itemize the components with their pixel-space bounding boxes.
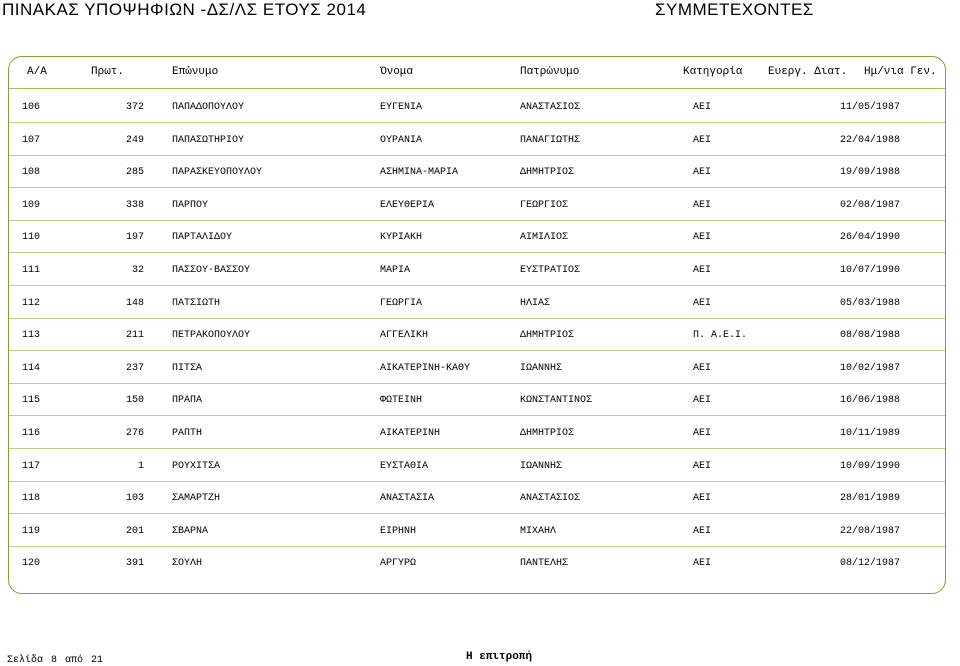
cell-father: ΕΥΣΤΡΑΤΙΟΣ	[520, 265, 581, 276]
cell-birthdate: 16/06/1988	[839, 395, 900, 407]
cell-category: ΑΕΙ	[693, 102, 712, 113]
row-divider	[9, 546, 945, 547]
cell-surname: ΠΑΡΑΣΚΕΥΟΠΟΥΛΟΥ	[172, 167, 263, 179]
cell-aa: 119	[22, 525, 41, 537]
cell-aa: 106	[22, 102, 41, 113]
row-divider	[9, 252, 945, 253]
of-word: από	[65, 655, 84, 666]
table-row	[0, 493, 960, 507]
cell-category: ΑΕΙ	[693, 167, 712, 179]
cell-birthdate: 10/07/1990	[839, 265, 900, 276]
cell-category: ΑΕΙ	[693, 362, 712, 374]
cell-father: ΓΕΩΡΓΙΟΣ	[520, 199, 569, 211]
cell-father: ΚΩΝΣΤΑΝΤΙΝΟΣ	[520, 395, 593, 407]
cell-surname: ΠΕΤΡΑΚΟΠΟΥΛΟΥ	[172, 330, 251, 342]
cell-name: ΚΥΡΙΑΚΗ	[380, 232, 423, 244]
cell-category: Π. Α.Ε.Ι.	[693, 330, 748, 342]
cell-category: ΑΕΙ	[693, 428, 712, 439]
cell-father: ΠΑΝΑΓΙΩΤΗΣ	[520, 134, 581, 146]
cell-birthdate: 22/08/1987	[839, 525, 900, 537]
cell-surname: ΠΑΠΑΣΩΤΗΡΙΟΥ	[172, 134, 245, 146]
cell-surname: ΠΡΑΠΑ	[172, 395, 203, 407]
cell-prot: 372	[125, 102, 144, 113]
cell-surname: ΣΒΑΡΝΑ	[172, 525, 209, 537]
cell-name: ΕΙΡΗΝΗ	[380, 525, 417, 537]
cell-father: ΙΩΑΝΝΗΣ	[520, 460, 563, 472]
cell-father: ΔΗΜΗΤΡΙΟΣ	[520, 167, 575, 179]
cell-name: ΑΣΗΜΙΝΑ-ΜΑΡΙΑ	[380, 167, 459, 179]
table-row	[0, 135, 960, 149]
cell-prot: 197	[125, 232, 144, 244]
row-divider	[9, 285, 945, 286]
page-indicator	[7, 655, 111, 666]
cell-name: ΑΡΓΥΡΩ	[380, 558, 417, 570]
col-aa: Α/Α	[27, 66, 47, 78]
cell-aa: 116	[22, 428, 41, 439]
cell-category: ΑΕΙ	[693, 395, 712, 407]
cell-prot: 338	[125, 199, 144, 211]
col-name: Όνομα	[380, 66, 414, 78]
cell-prot: 285	[125, 167, 144, 179]
cell-father: ΠΑΝΤΕΛΗΣ	[520, 558, 569, 570]
committee-label: Η επιτροπή	[466, 651, 533, 663]
cell-prot: 237	[125, 362, 144, 374]
cell-father: ΔΗΜΗΤΡΙΟΣ	[520, 428, 575, 439]
cell-prot: 211	[125, 330, 144, 342]
row-divider	[9, 513, 945, 514]
cell-father: ΑΙΜΙΛΙΟΣ	[520, 232, 569, 244]
row-divider	[9, 122, 945, 123]
row-divider	[9, 383, 945, 384]
cell-name: ΑΝΑΣΤΑΣΙΑ	[380, 493, 435, 505]
table-header	[0, 66, 960, 80]
cell-prot: 148	[125, 297, 144, 309]
cell-category: ΑΕΙ	[693, 558, 712, 570]
table-row	[0, 265, 960, 279]
cell-category: ΑΕΙ	[693, 525, 712, 537]
table-row	[0, 395, 960, 409]
cell-prot: 150	[125, 395, 144, 407]
cell-aa: 115	[22, 395, 41, 407]
row-divider	[9, 481, 945, 482]
cell-surname: ΠΙΤΣΑ	[172, 362, 203, 374]
page-number: 8	[51, 655, 58, 666]
cell-aa: 118	[22, 493, 41, 505]
row-divider	[9, 187, 945, 188]
cell-aa: 113	[22, 330, 41, 342]
cell-birthdate: 22/04/1988	[839, 134, 900, 146]
cell-prot: 249	[125, 134, 144, 146]
cell-aa: 110	[22, 232, 41, 244]
row-divider	[9, 448, 945, 449]
table-row	[0, 363, 960, 377]
cell-birthdate: 11/05/1987	[839, 102, 900, 113]
cell-father: ΗΛΙΑΣ	[520, 297, 551, 309]
cell-surname: ΠΑΤΣΙΩΤΗ	[172, 297, 221, 309]
cell-prot: 103	[125, 493, 144, 505]
cell-father: ΔΗΜΗΤΡΙΟΣ	[520, 330, 575, 342]
table-row	[0, 428, 960, 442]
page-total: 21	[91, 655, 104, 666]
row-divider	[9, 220, 945, 221]
table-row	[0, 461, 960, 475]
cell-surname: ΡΑΠΤΗ	[172, 428, 203, 439]
col-prot: Πρωτ.	[91, 66, 125, 78]
cell-category: ΑΕΙ	[693, 265, 712, 276]
row-divider	[9, 350, 945, 351]
cell-category: ΑΕΙ	[693, 460, 712, 472]
page-word: Σελίδα	[7, 655, 44, 666]
cell-surname: ΠΑΠΑΔΟΠΟΥΛΟΥ	[172, 102, 245, 113]
table-row	[0, 102, 960, 116]
cell-birthdate: 10/09/1990	[839, 460, 900, 472]
cell-name: ΦΩΤΕΙΝΗ	[380, 395, 423, 407]
table-row	[0, 298, 960, 312]
cell-aa: 117	[22, 460, 41, 472]
row-divider	[9, 318, 945, 319]
cell-category: ΑΕΙ	[693, 297, 712, 309]
cell-aa: 120	[22, 558, 41, 570]
cell-birthdate: 08/08/1988	[839, 330, 900, 342]
cell-prot: 1	[137, 460, 144, 472]
page-subtitle: ΣΥΜΜΕΤΕΧΟΝΤΕΣ	[655, 0, 814, 19]
cell-name: ΑΙΚΑΤΕΡΙΝΗ	[380, 428, 441, 439]
cell-prot: 32	[131, 265, 144, 276]
col-birthdate: Ημ/νια Γεν.	[864, 66, 937, 78]
cell-category: ΑΕΙ	[693, 232, 712, 244]
cell-name: ΟΥΡΑΝΙΑ	[380, 134, 423, 146]
cell-surname: ΣΟΥΛΗ	[172, 558, 203, 570]
page-title: ΠΙΝΑΚΑΣ ΥΠΟΨΗΦΙΩΝ -ΔΣ/ΛΣ ΕΤΟΥΣ 2014	[2, 0, 367, 19]
table-row	[0, 167, 960, 181]
cell-aa: 109	[22, 199, 41, 211]
col-surname: Επώνυμο	[172, 66, 219, 78]
cell-surname: ΡΟΥΧΙΤΣΑ	[172, 460, 221, 472]
cell-aa: 112	[22, 297, 41, 309]
cell-prot: 201	[125, 525, 144, 537]
header-divider	[9, 88, 945, 89]
row-divider	[9, 415, 945, 416]
cell-father: ΑΝΑΣΤΑΣΙΟΣ	[520, 102, 581, 113]
cell-surname: ΠΑΡΤΑΛΙΔΟΥ	[172, 232, 233, 244]
cell-birthdate: 08/12/1987	[839, 558, 900, 570]
table-row	[0, 200, 960, 214]
cell-surname: ΣΑΜΑΡΤΖΗ	[172, 493, 221, 505]
cell-category: ΑΕΙ	[693, 493, 712, 505]
cell-birthdate: 19/09/1988	[839, 167, 900, 179]
cell-name: ΕΛΕΥΘΕΡΙΑ	[380, 199, 435, 211]
table-row	[0, 330, 960, 344]
cell-father: ΑΝΑΣΤΑΣΙΟΣ	[520, 493, 581, 505]
col-category: Κατηγορία	[683, 66, 743, 78]
cell-father: ΙΩΑΝΝΗΣ	[520, 362, 563, 374]
col-experience: Ευεργ. Διατ.	[768, 66, 848, 78]
cell-surname: ΠΑΡΠΟΥ	[172, 199, 209, 211]
cell-name: ΕΥΣΤΑΘΙΑ	[380, 460, 429, 472]
row-divider	[9, 155, 945, 156]
cell-birthdate: 28/01/1989	[839, 493, 900, 505]
cell-birthdate: 26/04/1990	[839, 232, 900, 244]
cell-name: ΜΑΡΙΑ	[380, 265, 411, 276]
cell-prot: 391	[125, 558, 144, 570]
table-row	[0, 526, 960, 540]
cell-category: ΑΕΙ	[693, 199, 712, 211]
cell-name: ΓΕΩΡΓΙΑ	[380, 297, 423, 309]
cell-name: ΑΙΚΑΤΕΡΙΝΗ-ΚΑΘΥ	[380, 362, 471, 374]
cell-aa: 107	[22, 134, 41, 146]
cell-aa: 114	[22, 362, 41, 374]
cell-birthdate: 05/03/1988	[839, 297, 900, 309]
cell-birthdate: 10/02/1987	[839, 362, 900, 374]
cell-surname: ΠΑΣΣΟΥ-ΒΑΣΣΟΥ	[172, 265, 251, 276]
table-row	[0, 232, 960, 246]
cell-father: ΜΙΧΑΗΛ	[520, 525, 557, 537]
cell-aa: 111	[22, 265, 41, 276]
cell-name: ΕΥΓΕΝΙΑ	[380, 102, 423, 113]
cell-name: ΑΓΓΕΛΙΚΗ	[380, 330, 429, 342]
cell-category: ΑΕΙ	[693, 134, 712, 146]
cell-aa: 108	[22, 167, 41, 179]
col-father: Πατρώνυμο	[520, 66, 580, 78]
table-row	[0, 558, 960, 572]
cell-birthdate: 02/08/1987	[839, 199, 900, 211]
cell-prot: 276	[125, 428, 144, 439]
cell-birthdate: 10/11/1989	[839, 428, 900, 439]
